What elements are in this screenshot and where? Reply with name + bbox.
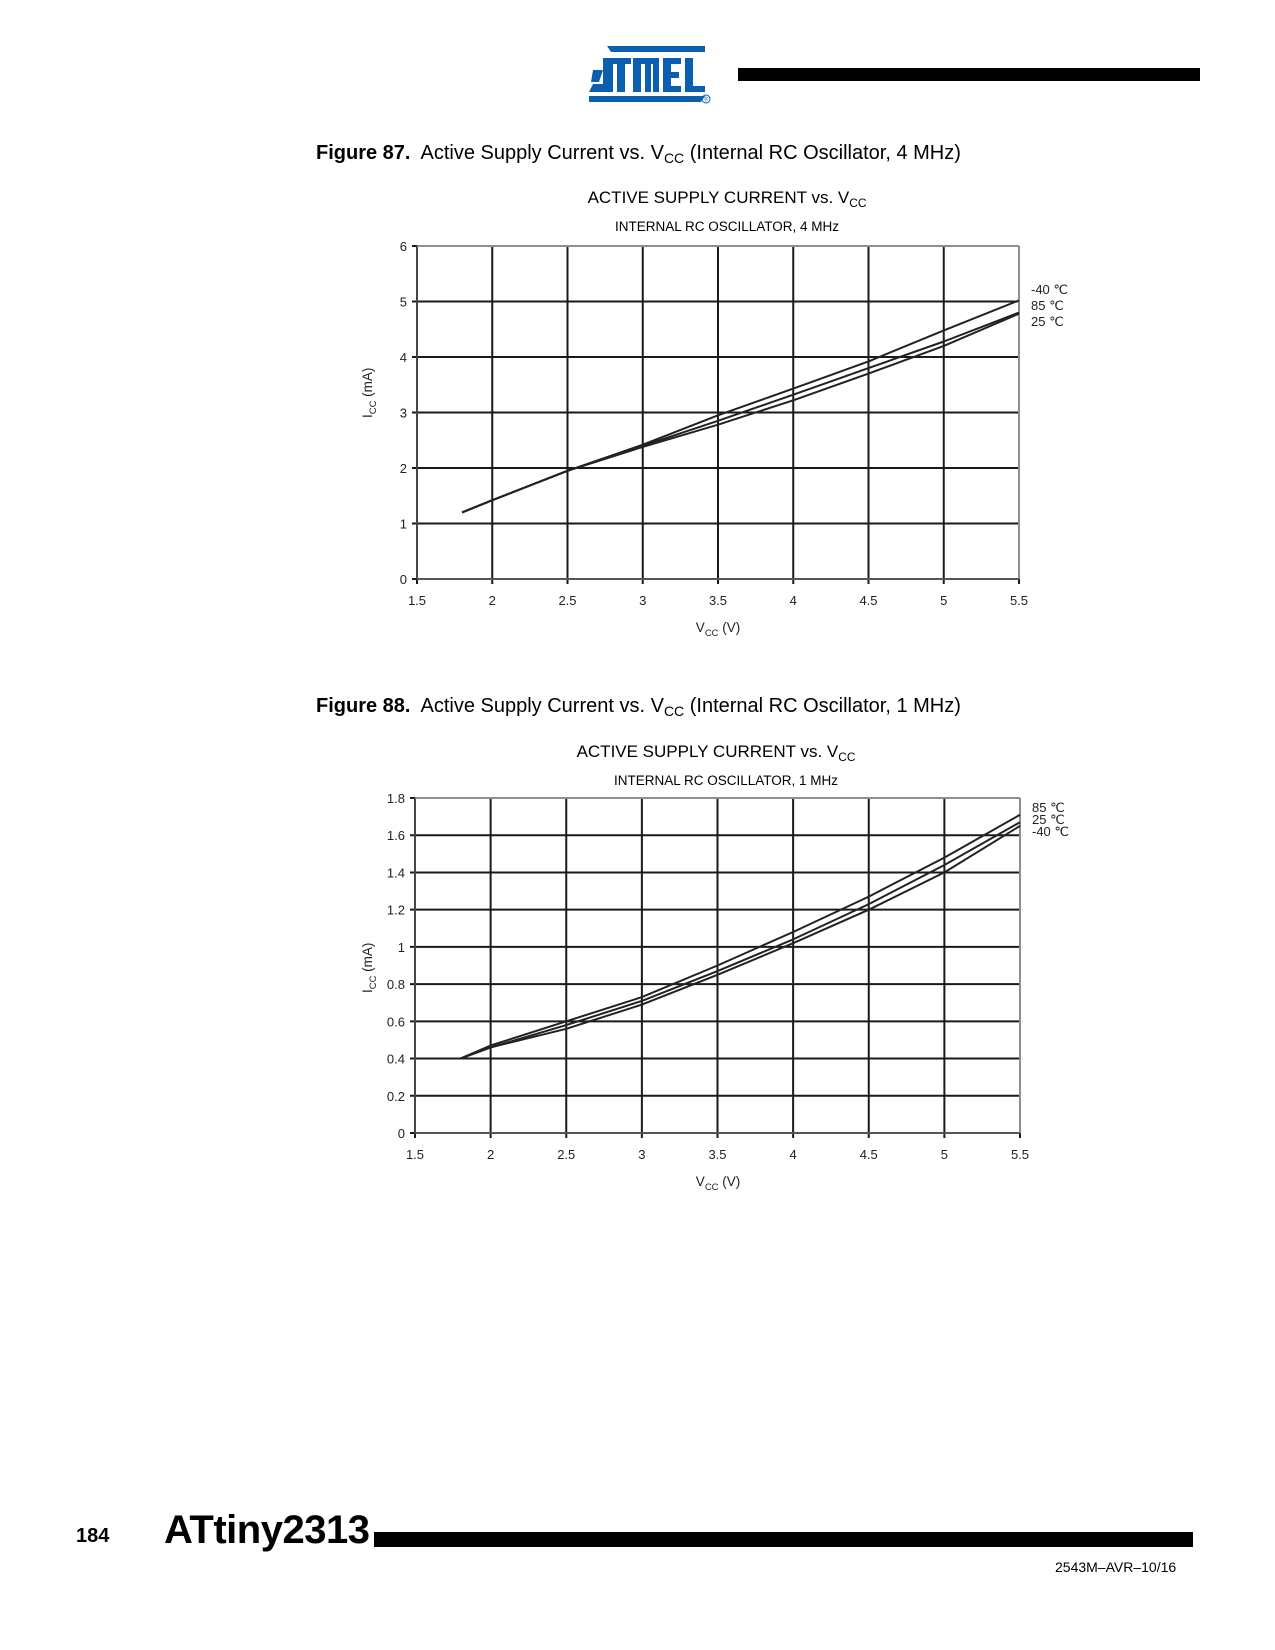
chart-1-subtitle: INTERNAL RC OSCILLATOR, 4 MHz [614, 219, 840, 234]
y-tick-label: 6 [399, 239, 407, 254]
x-tick-label: 5.5 [1010, 1147, 1030, 1162]
chart-2-subtitle: INTERNAL RC OSCILLATOR, 1 MHz [613, 773, 839, 788]
legend-label: 85 ℃ [1032, 800, 1065, 815]
series-line [460, 822, 1020, 1058]
y-tick-label: 0 [397, 1126, 405, 1141]
y-tick-label: 2 [399, 461, 407, 476]
legend-label: 25 ℃ [1031, 314, 1064, 329]
x-tick-label: 4 [789, 1147, 797, 1162]
y-tick-label: 1.6 [386, 828, 405, 844]
y-tick-label: 1 [399, 516, 407, 532]
figure-label: Figure 87. [316, 142, 411, 164]
y-tick-label: 0.2 [386, 1088, 405, 1104]
x-tick-label: 5 [940, 593, 948, 608]
y-tick-label: 3 [399, 405, 407, 421]
y-tick-label: 0.8 [386, 977, 405, 993]
x-tick-label: 3.5 [708, 593, 728, 608]
page-number: 184 [76, 1525, 110, 1547]
x-tick-label: 2 [487, 1147, 495, 1162]
legend-label: -40 ℃ [1031, 282, 1069, 297]
figure-88-caption: Figure 88. Active Supply Current vs. $V_{CC}$ (Internal RC Oscillator, 1 MHz) [316, 695, 961, 719]
y-tick-label: 1.2 [386, 902, 405, 918]
chart-1-xlabel: $V_{CC}$ (V) [695, 620, 741, 639]
legend-label: -40 ℃ [1032, 824, 1070, 839]
y-tick-label: 5 [399, 294, 407, 310]
gridlines [410, 798, 1020, 1138]
x-tick-label: 2.5 [558, 593, 577, 608]
x-tick-label: 4.5 [859, 1147, 878, 1162]
legend-label: 25 ℃ [1032, 812, 1065, 827]
chart-2-ylabel: $I_{CC}$ (mA) [360, 942, 379, 993]
y-tick-label: 0 [399, 572, 407, 587]
x-tick-label: 5.5 [1009, 593, 1029, 608]
y-tick-label: 1.8 [386, 791, 405, 806]
x-tick-label: 2.5 [557, 1147, 576, 1162]
y-tick-label: 0.6 [386, 1014, 405, 1030]
x-tick-label: 3.5 [708, 1147, 727, 1162]
chart-2-title: ACTIVE SUPPLY CURRENT vs. $V_{CC}$ [576, 742, 856, 764]
figure-87-caption: Figure 87. Active Supply Current vs. $V_{CC}$ (Internal RC Oscillator, 4 MHz) [316, 142, 961, 166]
legend-label: 85 ℃ [1031, 298, 1064, 313]
chart-2-xlabel: $V_{CC}$ (V) [695, 1174, 741, 1193]
y-tick-label: 1.4 [386, 865, 405, 881]
y-tick-label: 0.4 [386, 1051, 405, 1067]
x-tick-label: 4.5 [859, 593, 878, 608]
chart-1-ylabel: $I_{CC}$ (mA) [360, 367, 379, 418]
x-tick-label: 5 [940, 1147, 948, 1162]
document-code: 2543M–AVR–10/16 [1055, 1559, 1177, 1575]
footer-rule [374, 1532, 1193, 1547]
y-tick-label: 4 [399, 350, 407, 365]
chart-1-title: ACTIVE SUPPLY CURRENT vs. $V_{CC}$ [587, 188, 867, 210]
y-tick-label: 1 [397, 939, 405, 955]
x-tick-label: 3 [639, 593, 647, 608]
x-tick-label: 3 [638, 1147, 646, 1162]
document-title: ATtiny2313 [164, 1508, 370, 1552]
x-tick-label: 4 [789, 593, 797, 608]
svg-text:®: ® [703, 97, 709, 104]
x-tick-label: 2 [488, 593, 496, 608]
x-tick-label: 1.5 [405, 1147, 425, 1162]
figure-label: Figure 88. [316, 695, 411, 717]
x-tick-label: 1.5 [407, 593, 427, 608]
